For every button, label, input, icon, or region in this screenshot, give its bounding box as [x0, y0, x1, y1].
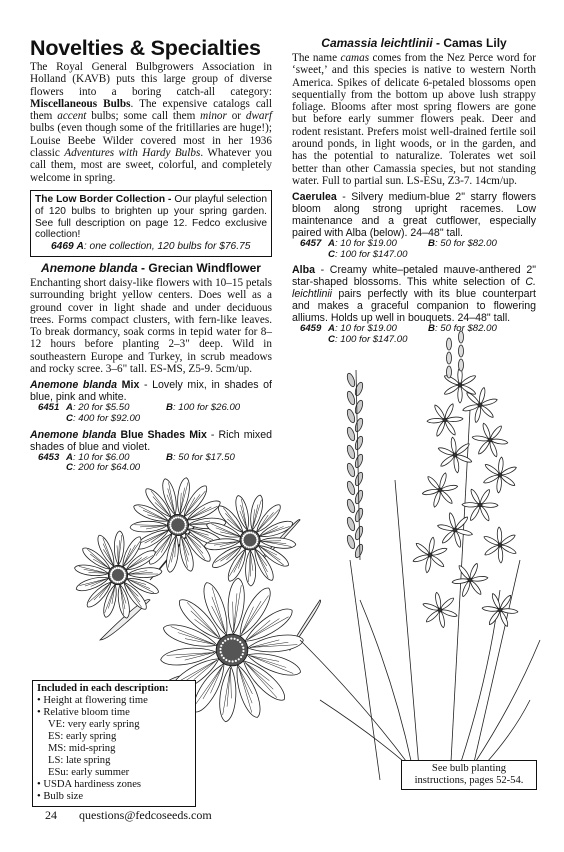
anemone-description: Enchanting short daisy-like flowers with 10–15 petals surrounding bright yellow centers. Does well as a ground cover in light shade and under deciduous trees. Forms compact clusters, with fern-like leaves. To break dormancy, soak corms in tepid water for 8–12 hours before planting 2–3" deep. Wild in southeastern Europe and Turkey, in scrub meadows and rocky scree. 3–6" tall. ES-MS, Z5-9. 5cm/up. [30, 276, 272, 376]
anemone-mix-prices: 6451 A: 20 for $5.50 B: 100 for $26.00 C: 400 for $92.00 [38, 402, 241, 424]
anemone-mix-item: Anemone blanda Mix - Lovely mix, in shades of blue, pink and white. [30, 379, 272, 404]
legend-line: • USDA hardiness zones [37, 779, 142, 790]
legend-line: • Height at flowering time [37, 695, 148, 706]
collection-price: 6469 A: one collection, 120 bulbs for $76.75 [51, 241, 251, 253]
caerulea-item: Caerulea - Silvery medium-blue 2" starry flowers bloom along strong upright racemes. Low maintenance and a great cutflower, especially paired with Alba (below). 24–48" tall. [292, 191, 536, 240]
anemone-blue-prices: 6453 A: 10 for $6.00 B: 50 for $17.50 C: 200 for $64.00 [38, 451, 235, 474]
low-border-collection-box: The Low Border Collection - Our playful selection of 120 bulbs to brighten up your spring garden. See full description on page 12. Fedco exclusive collection! 6469 A: one collection, 120 bulbs for $76.75 [30, 190, 272, 257]
anemone-heading: Anemone blanda - Grecian Windflower [41, 260, 261, 275]
bloom-code: LS: late spring [48, 755, 111, 766]
camassia-heading: Camassia leichtlinii - Camas Lily [321, 36, 507, 50]
legend-heading: Included in each description: [37, 683, 169, 694]
bloom-code: ES: early spring [48, 731, 117, 742]
alba-prices: 6459 A: 10 for $19.00 B: 50 for $82.00 C: 100 for $147.00 [300, 323, 497, 346]
legend-line: • Relative bloom time [37, 707, 130, 718]
page-title: Novelties & Specialties [30, 36, 261, 60]
camassia-description: The name camas comes from the Nez Perce word for ‘sweet,’ and this species is native to western North America. Spikes of delicate 6-petaled blossoms open sequentially from the bottom up above lush strappy foliage. Blooms after most spring flowers are gone but before early summer flowers peak. Deer and rodent resistant. Prefers moist well-drained fertile soil around ponds, in light woods, or in the garden, and has the potential to naturalize. Tolerates wet soil better than other Camassia species, but not standing water. Full to partial sun. LS-ESu, Z3-7. 14cm/up. [292, 52, 537, 187]
anemone-blue-item: Anemone blanda Blue Shades Mix - Rich mixed shades of blue and violet. [30, 428, 272, 453]
page-footer [45, 808, 212, 823]
right-column [292, 36, 536, 346]
page-number: 24 [45, 808, 57, 822]
bloom-code: VE: very early spring [48, 719, 140, 730]
contact-email: questions@fedcoseeds.com [79, 808, 212, 822]
planting-instructions-note: See bulb planting instructions, pages 52-54. [401, 760, 537, 790]
caerulea-prices: 6457 A: 10 for $19.00 B: 50 for $82.00 C: 100 for $147.00 [300, 238, 497, 260]
intro-paragraph: The Royal General Bulbgrowers Association in Holland (KAVB) puts this large group of diverse flowers into a boring catch-all category: Miscellaneous Bulbs. The expensive catalogs call them accent bulbs; some call them minor or dwarf bulbs (even though some of the fritillaries are huge!); Louise Beebe Wilder covered most in her 1936 classic Adventures with Hardy Bulbs. Whatever you call them, most are sweet, colorful, and completely welcome in spring. [30, 61, 272, 184]
bloom-code: ESu: early summer [48, 767, 130, 778]
camassia-illustration [300, 331, 540, 785]
description-legend-box [32, 680, 196, 807]
bloom-code: MS: mid-spring [48, 743, 116, 754]
alba-item: Alba - Creamy white–petaled mauve-anthered 2" star-shaped blossoms. This white selection of C. leichtlinii pairs perfectly with its blue counterpart and makes a graceful companion to flowering alliums. Holds up well in bouquets. 24–48" tall. [292, 264, 536, 325]
legend-line: • Bulb size [37, 791, 84, 802]
left-column [30, 36, 272, 474]
